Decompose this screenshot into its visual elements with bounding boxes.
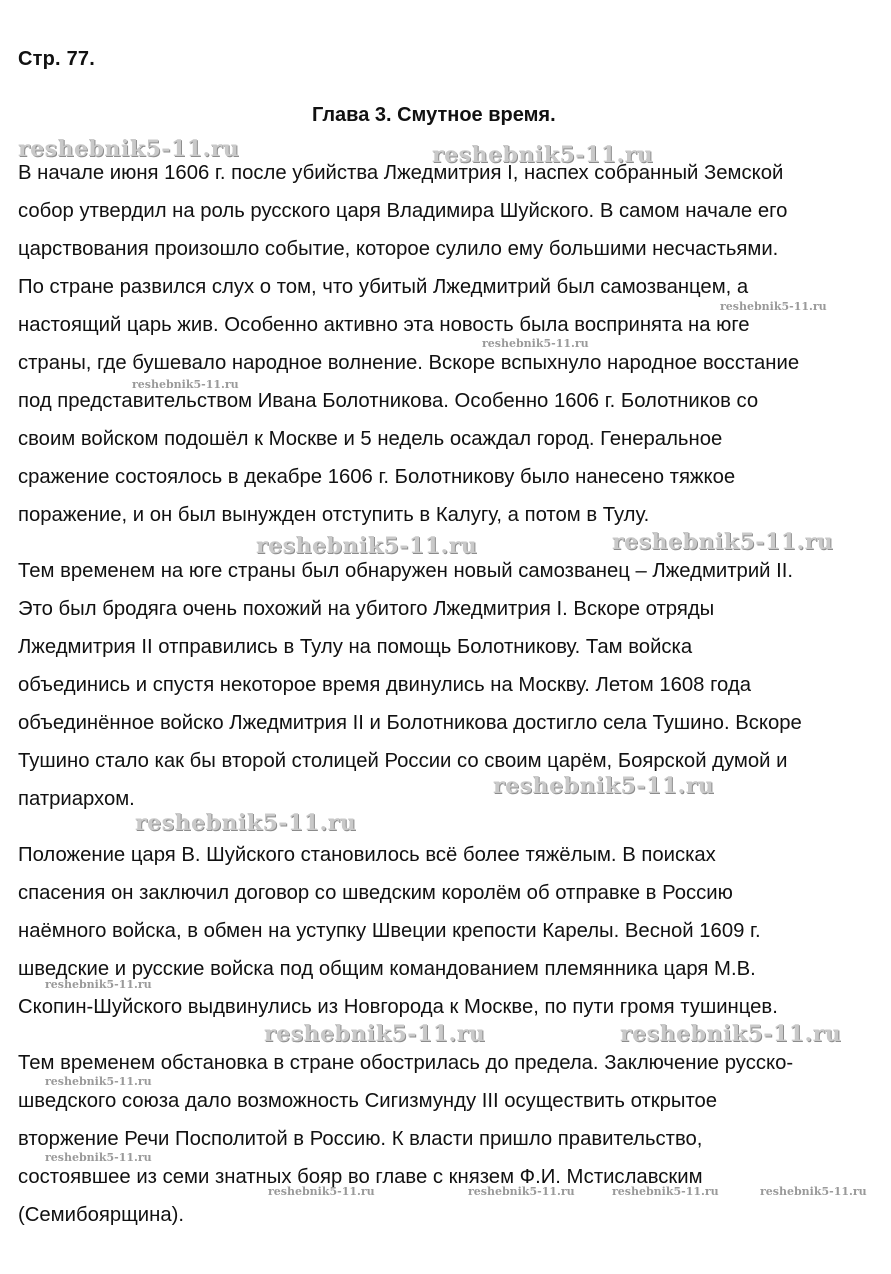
text-line: своим войском подошёл к Москве и 5 недель осаждал город. Генеральное — [18, 428, 723, 450]
text-line: настоящий царь жив. Особенно активно эта новость была воспринята на юге — [18, 314, 750, 336]
watermark: reshebnik5-11.ru — [612, 1185, 719, 1198]
page-label: Стр. 77. — [18, 48, 95, 70]
text-line: объединённое войско Лжедмитрия II и Болотникова достигло села Тушино. Вскоре — [18, 712, 802, 734]
text-line: Это был бродяга очень похожий на убитого Лжедмитрия I. Вскоре отряды — [18, 598, 715, 620]
text-line: Тушино стало как бы второй столицей России со своим царём, Боярской думой и — [18, 750, 788, 772]
text-line: поражение, и он был вынужден отступить в Калугу, а потом в Тулу. — [18, 504, 650, 526]
watermark: reshebnik5-11.ru — [45, 1151, 152, 1164]
text-line: В начале июня 1606 г. после убийства Лжедмитрия I, наспех собранный Земской — [18, 162, 784, 184]
text-line: Скопин-Шуйского выдвинулись из Новгорода к Москве, по пути громя тушинцев. — [18, 996, 778, 1018]
text-line: По стране развился слух о том, что убитый Лжедмитрий был самозванцем, а — [18, 276, 749, 298]
watermark: reshebnik5-11.ru — [432, 142, 654, 168]
watermark: reshebnik5-11.ru — [760, 1185, 867, 1198]
watermark: reshebnik5-11.ru — [620, 1021, 842, 1047]
text-line: Положение царя В. Шуйского становилось всё более тяжёлым. В поисках — [18, 844, 716, 866]
watermark: reshebnik5-11.ru — [612, 529, 834, 555]
text-line: состоявшее из семи знатных бояр во главе с князем Ф.И. Мстиславским — [18, 1166, 703, 1188]
text-line: наёмного войска, в обмен на уступку Швеции крепости Карелы. Весной 1609 г. — [18, 920, 761, 942]
text-line: шведского союза дало возможность Сигизмунду III осуществить открытое — [18, 1090, 718, 1112]
text-line: царствования произошло событие, которое сулило ему большими несчастьями. — [18, 238, 779, 260]
text-line: Лжедмитрия II отправились в Тулу на помощь Болотникову. Там войска — [18, 636, 693, 658]
watermark: reshebnik5-11.ru — [18, 136, 240, 162]
watermark: reshebnik5-11.ru — [493, 773, 715, 799]
text-line: страны, где бушевало народное волнение. Вскоре вспыхнуло народное восстание — [18, 352, 800, 374]
text-line: патриархом. — [18, 788, 135, 810]
text-line: Тем временем на юге страны был обнаружен новый самозванец – Лжедмитрий II. — [18, 560, 794, 582]
text-line: Тем временем обстановка в стране обострилась до предела. Заключение русско- — [18, 1052, 794, 1074]
watermark: reshebnik5-11.ru — [256, 533, 478, 559]
text-line: шведские и русские войска под общим командованием племянника царя М.В. — [18, 958, 756, 980]
watermark: reshebnik5-11.ru — [135, 810, 357, 836]
chapter-title: Глава 3. Смутное время. — [312, 104, 556, 126]
text-line: (Семибоярщина). — [18, 1204, 184, 1226]
watermark: reshebnik5-11.ru — [45, 1075, 152, 1088]
watermark: reshebnik5-11.ru — [132, 378, 239, 391]
text-line: сражение состоялось в декабре 1606 г. Болотникову было нанесено тяжкое — [18, 466, 736, 488]
watermark: reshebnik5-11.ru — [468, 1185, 575, 1198]
text-line: спасения он заключил договор со шведским королём об отправке в Россию — [18, 882, 733, 904]
text-line: вторжение Речи Посполитой в Россию. К власти пришло правительство, — [18, 1128, 703, 1150]
watermark: reshebnik5-11.ru — [268, 1185, 375, 1198]
text-line: под представительством Ивана Болотникова. Особенно 1606 г. Болотников со — [18, 390, 759, 412]
watermark: reshebnik5-11.ru — [45, 978, 152, 991]
watermark: reshebnik5-11.ru — [720, 300, 827, 313]
watermark: reshebnik5-11.ru — [264, 1021, 486, 1047]
text-line: объединись и спустя некоторое время двинулись на Москву. Летом 1608 года — [18, 674, 751, 696]
text-line: собор утвердил на роль русского царя Владимира Шуйского. В самом начале его — [18, 200, 788, 222]
watermark: reshebnik5-11.ru — [482, 337, 589, 350]
